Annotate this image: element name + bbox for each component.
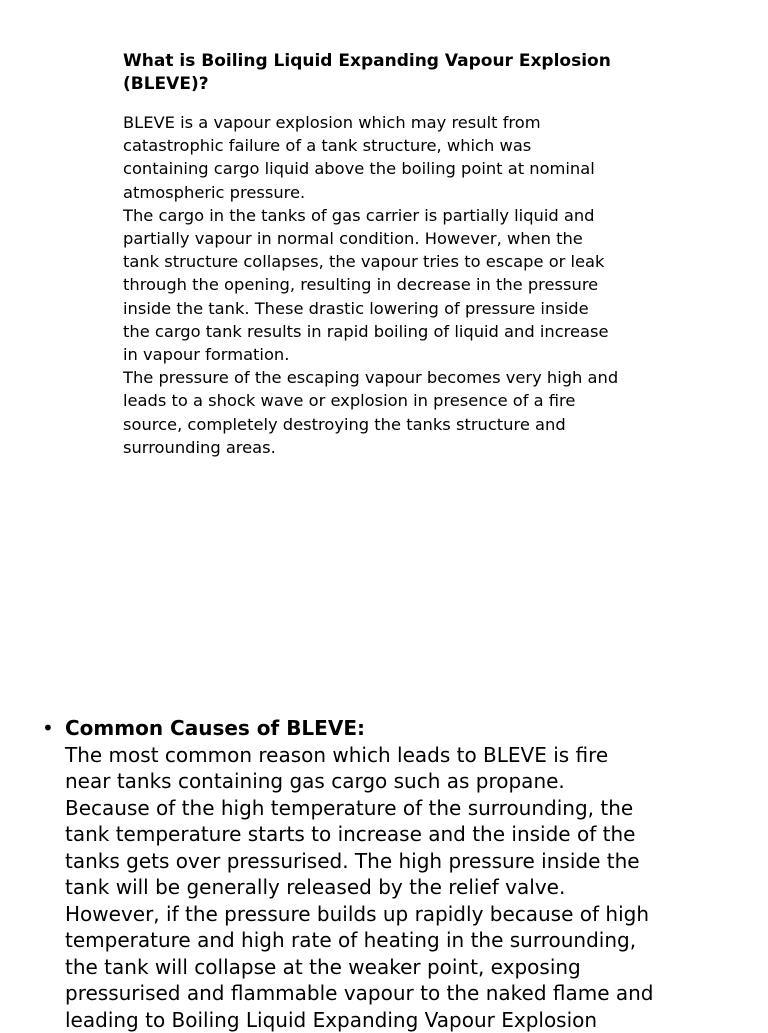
- question-title: What is Boiling Liquid Expanding Vapour Explosion (BLEVE)?: [123, 50, 723, 95]
- bullet-item: [40, 715, 760, 1033]
- bullet-icon: •: [40, 715, 65, 742]
- causes-text: The most common reason which leads to BLEVE is fire near tanks containing gas cargo such as propane. Because of the high temperature of the surrounding, the tank temperature starts to increase and the inside of the tanks gets over pressurised. The high pressure inside the tank will be generally released by the relief valve. However, if the pressure builds up rapidly because of high temperature and high rate of heating in the surrounding, the tank will collapse at the weaker point, exposing pressurised and flammable vapour to the naked flame and leading to Boiling Liquid Expanding Vapour Explosion: [65, 742, 760, 1033]
- causes-heading: Common Causes of BLEVE:: [65, 715, 760, 742]
- paragraph-mechanism: The cargo in the tanks of gas carrier is partially liquid and partially vapour in normal condition. However, when the tank structure collapses, the vapour tries to escape or leak through the opening, resulting in decrease in the pressure inside the tank. These drastic lowering of pressure inside the cargo tank results in rapid boiling of liquid and increase in vapour formation.: [123, 204, 723, 366]
- bullet-body: [65, 715, 760, 1033]
- common-causes-section: [40, 715, 760, 1033]
- bleve-definition-section: [123, 50, 723, 459]
- paragraph-definition: BLEVE is a vapour explosion which may result from catastrophic failure of a tank structure, which was containing cargo liquid above the boiling point at nominal atmospheric pressure.: [123, 111, 723, 204]
- paragraph-explosion: The pressure of the escaping vapour becomes very high and leads to a shock wave or explosion in presence of a fire source, completely destroying the tanks structure and surrounding areas.: [123, 366, 723, 459]
